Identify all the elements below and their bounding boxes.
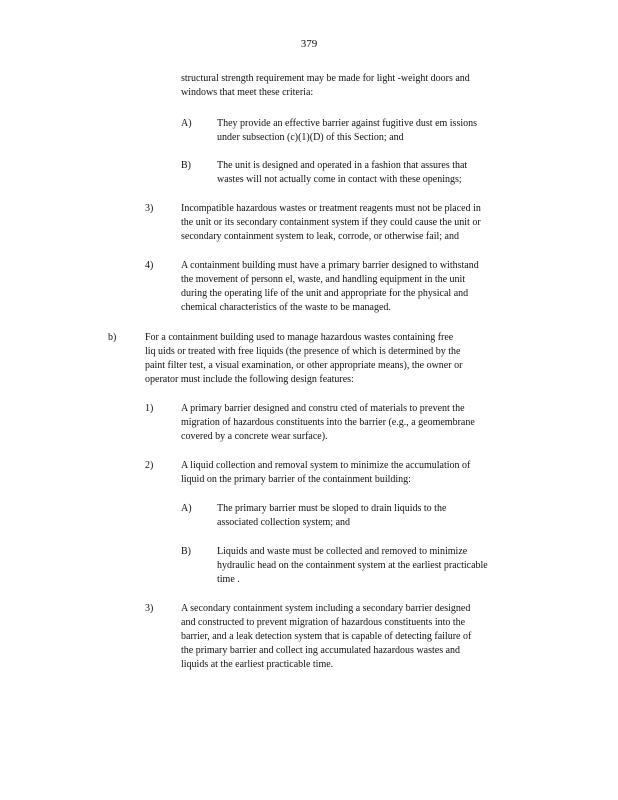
text-line: secondary containment system to leak, corrode, or otherwise fail; and — [181, 231, 459, 242]
text-line: covered by a concrete wear surface). — [181, 431, 328, 442]
text-line: Incompatible hazardous wastes or treatment reagents must not be placed in — [181, 203, 481, 214]
item-label: 4) — [145, 260, 154, 271]
text-line: For a containment building used to manage hazardous wastes containing free — [145, 332, 454, 343]
text-line: windows that meet these criteria: — [181, 87, 314, 98]
item-label: 1) — [145, 403, 154, 414]
text-line: operator must include the following design features: — [145, 374, 354, 385]
text-line: liquid on the primary barrier of the containment building: — [181, 474, 411, 485]
text-line: Liquids and waste must be collected and removed to minimize — [217, 546, 468, 557]
item-label: 2) — [145, 460, 154, 471]
text-line: A containment building must have a primary barrier designed to withstand — [181, 260, 479, 271]
item-label: B) — [181, 546, 191, 557]
text-line: the movement of personn el, waste, and handling equipment in the unit — [181, 274, 466, 285]
text-line: the primary barrier and collect ing accumulated hazardous wastes and — [181, 645, 461, 656]
text-line: barrier, and a leak detection system that is capable of detecting failure of — [181, 631, 472, 642]
text-line: hydraulic head on the containment system at the earliest practicable — [217, 560, 488, 571]
text-line: structural strength requirement may be made for light -weight doors and — [181, 73, 470, 84]
item-label: A) — [181, 118, 192, 129]
text-line: time . — [217, 574, 240, 585]
item-label: 3) — [145, 203, 154, 214]
text-line: A primary barrier designed and constru cted of materials to prevent the — [181, 403, 465, 414]
page-number: 379 — [300, 38, 318, 50]
text-line: associated collection system; and — [217, 517, 351, 528]
item-label: B) — [181, 160, 191, 171]
text-line: liquids at the earliest practicable time. — [181, 659, 334, 670]
text-line: migration of hazardous constituents into the barrier (e.g., a geomembrane — [181, 417, 475, 428]
text-line: and constructed to prevent migration of hazardous constituents into the — [181, 617, 466, 628]
text-line: wastes will not actually come in contact with these openings; — [217, 174, 462, 185]
text-line: paint filter test, a visual examination, or other appropriate means), the owner or — [145, 360, 463, 371]
text-line: under subsection (c)(1)(D) of this Section; and — [217, 132, 404, 143]
text-line: A secondary containment system including a secondary barrier designed — [181, 603, 471, 614]
text-line: liq uids or treated with free liquids (the presence of which is determined by the — [145, 346, 461, 357]
section-label: b) — [108, 332, 117, 343]
text-line: The primary barrier must be sloped to drain liquids to the — [217, 503, 447, 514]
item-label: A) — [181, 503, 192, 514]
text-line: They provide an effective barrier against fugitive dust em issions — [217, 118, 478, 129]
text-line: the unit or its secondary containment system if they could cause the unit or — [181, 217, 481, 228]
item-label: 3) — [145, 603, 154, 614]
text-line: The unit is designed and operated in a fashion that assures that — [217, 160, 468, 171]
text-line: during the operating life of the unit and appropriate for the physical and — [181, 288, 469, 299]
text-line: A liquid collection and removal system to minimize the accumulation of — [181, 460, 471, 471]
text-line: chemical characteristics of the waste to be managed. — [181, 302, 391, 313]
